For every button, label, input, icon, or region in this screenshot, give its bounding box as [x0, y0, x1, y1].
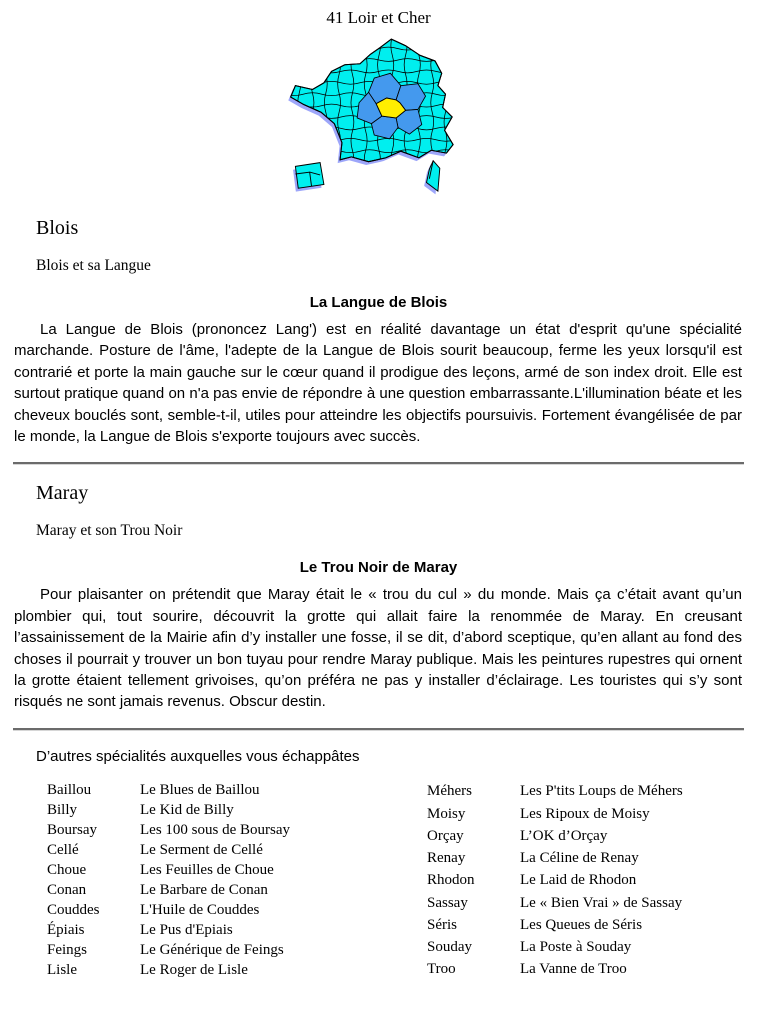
- specialty-cell: Le Serment de Cellé: [140, 842, 263, 859]
- place-cell: Séris: [427, 916, 457, 933]
- place-cell: Choue: [47, 862, 87, 879]
- section-heading: Maray: [36, 482, 89, 505]
- specialty-cell: L’OK d’Orçay: [520, 827, 608, 844]
- place-cell: Conan: [47, 882, 87, 899]
- specialty-cell: La Vanne de Troo: [520, 961, 627, 978]
- section-maray: [0, 481, 757, 712]
- table-row: [47, 821, 427, 841]
- table-row: [427, 959, 683, 981]
- specialty-cell: Les Ripoux de Moisy: [520, 805, 650, 822]
- specialty-title: Le Trou Noir de Maray: [299, 559, 458, 577]
- specialty-cell: Le Blues de Baillou: [140, 782, 260, 799]
- section-body: La Langue de Blois (prononcez Lang') est en réalité davantage un état d'esprit qu'une spécialité marchande. Posture de l'âme, l'adepte de la Langue de Blois sourit beaucoup, ferme les yeux lorsqu'il est contrarié et porte la main gauche sur le cœur quand il prodigue des leçons, armé de son index droit. Elle est surtout pratique quand on n'a pas envie de répondre à une question embarrassante.L'illumination béate et les cheveux bouclés sont, semble-t-il, utiles pour atteindre les objectifs poursuivis. Fortement évangélisée de par le monde, la Langue de Blois s'exporte toujours avec succès.: [14, 321, 742, 446]
- specialty-cell: Les P'tits Loups de Méhers: [520, 783, 683, 800]
- specialty-cell: Les Queues de Séris: [520, 916, 643, 933]
- table-row: [47, 941, 427, 961]
- table-row: [427, 870, 683, 892]
- table-row: [427, 892, 683, 914]
- specialty-cell: Le Kid de Billy: [140, 802, 234, 819]
- section-divider: [13, 728, 744, 731]
- specialty-cell: L'Huile de Couddes: [140, 902, 260, 919]
- table-row: [47, 921, 427, 941]
- table-row: [427, 803, 683, 825]
- document-page: [0, 7, 757, 981]
- specialty-cell: Le Laid de Rhodon: [520, 872, 637, 889]
- section-blois: [0, 216, 757, 447]
- place-cell: Orçay: [427, 827, 464, 844]
- page-title: 41 Loir et Cher: [326, 8, 431, 27]
- place-cell: Troo: [427, 961, 456, 978]
- section-subheading: Maray et son Trou Noir: [36, 522, 183, 540]
- specialty-cell: Le Roger de Lisle: [140, 962, 248, 979]
- others-section: [0, 747, 757, 981]
- section-divider: [13, 462, 744, 465]
- section-body: Pour plaisanter on prétendit que Maray était le « trou du cul » du monde. Mais ça c’était avant qu’un plombier qui, tout sourire, découvrit la grotte qui allait faire la renommée de Maray. En creusant l’assainissement de la Mairie afin d’y installer une fosse, il se dit, d’abord sceptique, qu’en allant au fond des choses il pourrait y trouver un bon tuyau pour rendre Maray publique. Mais les peintures rupestres qui ornent la grotte étaient tellement grivoises, qu’on préféra ne pas y installer d’éclairage. Les touristes qui s’y sont risqués ne sont jamais revenus. Obscur destin.: [14, 586, 742, 711]
- specialty-cell: Le « Bien Vrai » de Sassay: [520, 894, 683, 911]
- specialty-cell: Les 100 sous de Boursay: [140, 822, 290, 839]
- table-row: [47, 841, 427, 861]
- table-row: [47, 801, 427, 821]
- place-cell: Épiais: [47, 922, 85, 939]
- specialty-title: La Langue de Blois: [309, 294, 448, 311]
- section-heading: Blois: [36, 217, 79, 239]
- table-row: [427, 848, 683, 870]
- specialties-table-right: [427, 781, 683, 981]
- specialty-cell: Le Pus d'Epiais: [140, 922, 233, 939]
- place-cell: Cellé: [47, 842, 79, 859]
- france-departments-map: [284, 34, 474, 200]
- others-heading: D’autres spécialités auxquelles vous échappâtes: [36, 747, 360, 765]
- specialty-cell: La Poste à Souday: [520, 939, 632, 956]
- place-cell: Boursay: [47, 822, 97, 839]
- place-cell: Baillou: [47, 782, 92, 799]
- place-cell: Sassay: [427, 894, 468, 911]
- map-container: [0, 34, 757, 200]
- place-cell: Renay: [427, 850, 466, 867]
- specialty-cell: La Céline de Renay: [520, 850, 639, 867]
- place-cell: Couddes: [47, 902, 100, 919]
- place-cell: Souday: [427, 939, 472, 956]
- table-row: [47, 781, 427, 801]
- specialty-cell: Le Barbare de Conan: [140, 882, 268, 899]
- table-row: [427, 781, 683, 803]
- specialty-cell: Les Feuilles de Choue: [140, 862, 274, 879]
- table-row: [427, 936, 683, 958]
- table-row: [47, 961, 427, 981]
- place-cell: Billy: [47, 802, 78, 819]
- table-row: [47, 901, 427, 921]
- table-row: [427, 825, 683, 847]
- table-row: [427, 914, 683, 936]
- place-cell: Moisy: [427, 805, 466, 822]
- place-cell: Lisle: [47, 962, 77, 979]
- place-cell: Feings: [47, 942, 88, 959]
- place-cell: Méhers: [427, 783, 472, 800]
- table-row: [47, 861, 427, 881]
- place-cell: Rhodon: [427, 872, 475, 889]
- specialties-table-left: [47, 781, 427, 981]
- section-subheading: Blois et sa Langue: [36, 257, 151, 274]
- specialty-cell: Le Générique de Feings: [140, 942, 284, 959]
- table-row: [47, 881, 427, 901]
- specialties-tables: [47, 781, 757, 981]
- ile-de-france-inset: [295, 163, 324, 189]
